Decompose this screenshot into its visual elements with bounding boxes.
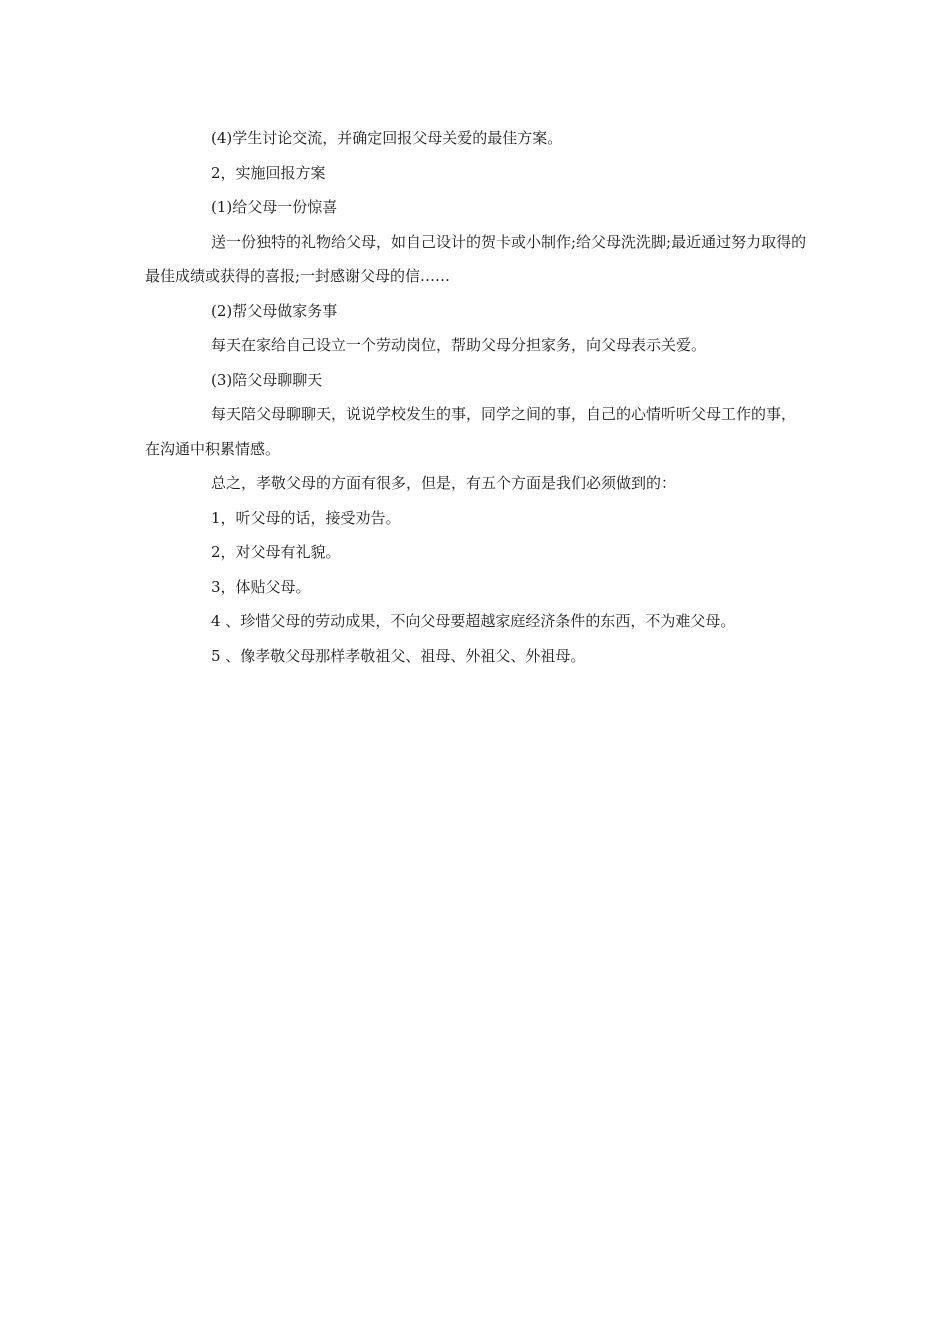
paragraph-implement-heading: 2，实施回报方案 [211, 163, 326, 182]
paragraph-housework-heading: (2)帮父母做家务事 [211, 301, 338, 320]
paragraph-chat-heading: (3)陪父母聊聊天 [211, 370, 323, 389]
list-item-3: 3，体贴父母。 [211, 577, 311, 596]
paragraph-surprise-heading: (1)给父母一份惊喜 [211, 198, 338, 216]
paragraph-discussion-step: (4)学生讨论交流，并确定回报父母关爱的最佳方案。 [211, 129, 563, 147]
paragraph-surprise-body: 送一份独特的礼物给父母，如自己设计的贺卡或小制作;给父母洗洗脚;最近通过努力取得的最佳成绩或获得的喜报;一封感谢父母的信…… [145, 232, 807, 285]
list-item-1: 1，听父母的话，接受劝告。 [211, 508, 401, 527]
paragraph-summary: 总之，孝敬父母的方面有很多，但是，有五个方面是我们必须做到的： [211, 474, 677, 492]
paragraph-chat-body: 每天陪父母聊聊天，说说学校发生的事，同学之间的事，自己的心情听听父母工作的事，在沟通中积累情感。 [145, 405, 797, 458]
list-item-2: 2，对父母有礼貌。 [211, 543, 341, 561]
paragraph-housework-body: 每天在家给自己设立一个劳动岗位，帮助父母分担家务，向父母表示关爱。 [211, 336, 707, 354]
document-body [145, 121, 810, 673]
list-item-4: 4 、珍惜父母的劳动成果，不向父母要超越家庭经济条件的东西，不为难父母。 [211, 612, 736, 630]
list-item-5: 5 、像孝敬父母那样孝敬祖父、祖母、外祖父、外祖母。 [211, 646, 586, 665]
